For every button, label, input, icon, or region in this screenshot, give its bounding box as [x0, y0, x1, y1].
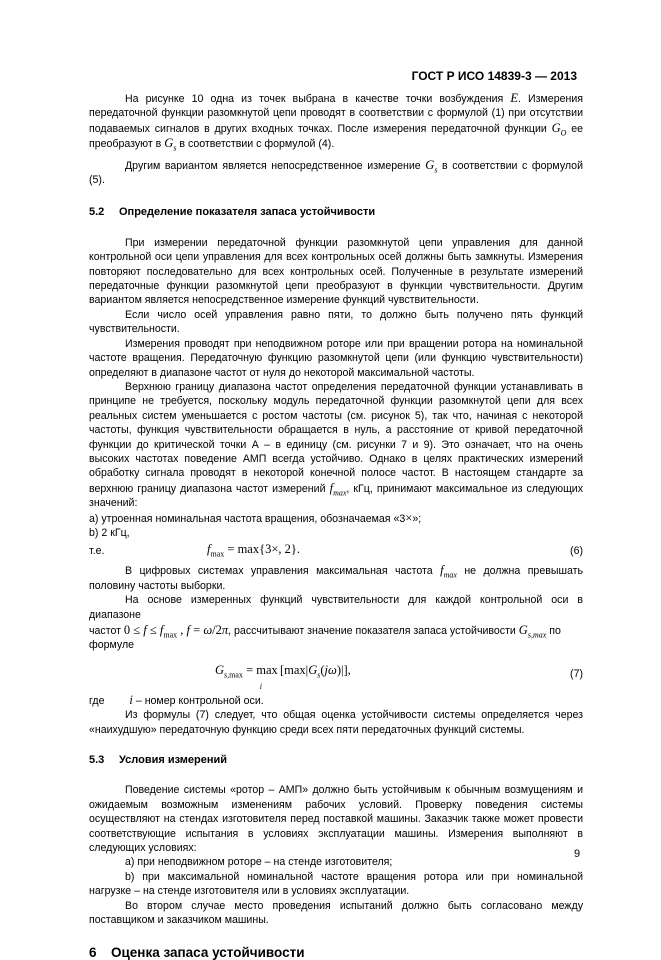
math-i: i — [129, 692, 133, 707]
math-frequency-range: $0 \le f \le f_{max}$ , f = ω/2π — [123, 623, 229, 640]
list-item: b) 2 кГц, — [89, 526, 130, 539]
paragraph: частот $0 \le f \le f_{max}$ , f = ω/2π, рассчитывают значение показателя запаса устойчивости $G_{s,max}$ по — [89, 623, 561, 640]
intro-paragraph-2: Другим вариантом является непосредственное измерение $G_s$ в соответствии с формулой (5). — [89, 157, 583, 187]
times-symbol: × — [405, 510, 413, 525]
range-list — [89, 511, 583, 541]
paragraph: На основе измеренных функций чувствительности для каждой контрольной оси в диапазоне — [89, 594, 583, 621]
math-Gs-max: $G_{s,max}$ — [518, 623, 547, 640]
paragraph: В цифровых системах управления максимальная частота $f_{max}$ не должна превышать половину частоты выборки. — [89, 563, 583, 592]
math-fmax: $f_{max}$ — [329, 480, 347, 498]
math-Go: $G_O$ — [551, 120, 567, 138]
formula-7: $G_{s,max} = \max_i[\max|G_s(j\omega)|]$, (7) — [215, 662, 583, 692]
math-E: E — [510, 91, 519, 105]
paragraph: где i – номер контрольной оси. — [89, 692, 264, 707]
paragraph: Из формулы (7) следует, что общая оценка устойчивости системы определяется через «наихудшую» передаточную функцию среди всех пяти передаточных функций системы. — [89, 709, 583, 736]
formula-7-expression: $G_{s,max} = \max_i[\max|G_s(j\omega)|]$, — [215, 662, 351, 692]
paragraph: формуле — [89, 639, 135, 652]
intro-paragraph-1: На рисунке 10 одна из точек выбрана в качестве точки возбуждения E. Измерения передаточной функции разомкнутой цепи проводят в соответствии с формулой (1) при отсутствии подаваемых сигналов в других входных точках. После измерения передаточной функции $G_O$ ее преобразуют в $G_s$ в соответствии с формулой (4). — [89, 91, 583, 153]
paragraph: Измерения проводят при неподвижном роторе или при вращении ротора на номинальной частоте вращения. Передаточную функцию разомкнутой цепи (или функцию чувствительности) определяют в диапазоне частот от нуля до некоторой максимальной частоты. — [89, 337, 583, 379]
list-item: а) при неподвижном роторе – на стенде изготовителя; — [125, 856, 393, 869]
page-body — [89, 91, 583, 960]
formula-6: т.е. $f_{max} = \max\{3\times$, 2}. (6) — [89, 542, 583, 559]
formula-6-expression: $f_{max} = \max\{3\times$, 2}. — [207, 542, 301, 559]
math-Gs: $G_s$ — [425, 157, 438, 175]
list-item: b) при максимальной номинальной частоте вращения ротора или при номинальной нагрузке – на стенде изготовителя или в условиях эксплуатации. — [89, 870, 583, 898]
math-Gs: $G_s$ — [164, 136, 177, 153]
section-heading-6: 6 Оценка запаса устойчивости — [89, 944, 305, 960]
list-item: а) утроенная номинальная частота вращения, обозначаемая «3×»; — [89, 510, 422, 525]
paragraph: Во втором случае место проведения испытаний должно быть согласовано между поставщиком и заказчиком машины. — [89, 899, 583, 927]
page-number: 9 — [574, 848, 581, 860]
section-heading-5-2: 5.2 Определение показателя запаса устойчивости — [89, 206, 376, 219]
paragraph: При измерении передаточной функции разомкнутой цепи управления для данной контрольной оси цепи управления для всех контрольных осей должны быть замкнуты. Измерения повторяют последовательно для всех контрольных осей. Полученные в результате измерений передаточные функции разомкнутой цепи преобразуют в функции чувствительности. Другим вариантом является непосредственное измерение функций чувствительности. — [89, 236, 583, 307]
math-fmax: $f_{max}$ — [440, 563, 457, 580]
section-heading-5-3: 5.3 Условия измерений — [89, 754, 228, 767]
paragraph: Верхнюю границу диапазона частот определения передаточной функции устанавливать в принципе не требуется, поскольку модуль передаточной функции разомкнутой цепи для всех реальных систем уменьшается с ростом частоты (см. рисунок 5), так что, начиная с некоторой частоты, функция чувствительности обращается в нуль, а расстояние от кривой передаточной функции до критической точки А – в единицу (см. рисунки 7 и 9). Это означает, что на очень высоких частотах поведение АМП всегда устойчиво. Однако в целях практических измерений обработку сигнала проводят в некоторой конечной полосе частот. В настоящем стандарте за верхнюю границу диапазона частот измерений $f_{max}$, кГц, принимают максимальное из следующих значений: — [89, 380, 584, 510]
paragraph: Поведение системы «ротор – АМП» должно быть устойчивым к обычным возмущениям и ожидаемым возможным изменениям рабочих условий. Проверку поведения системы осуществляют на стендах изготовителя перед поставкой машины. Заказчик также может провести соответствующие испытания в условиях эксплуатации машины. Измерения выполняют в следующих условиях: — [89, 784, 583, 855]
document-header: ГОСТ Р ИСО 14839-3 — 2013 — [411, 69, 577, 83]
paragraph: Если число осей управления равно пяти, то должно быть получено пять функций чувствительности. — [89, 308, 583, 336]
